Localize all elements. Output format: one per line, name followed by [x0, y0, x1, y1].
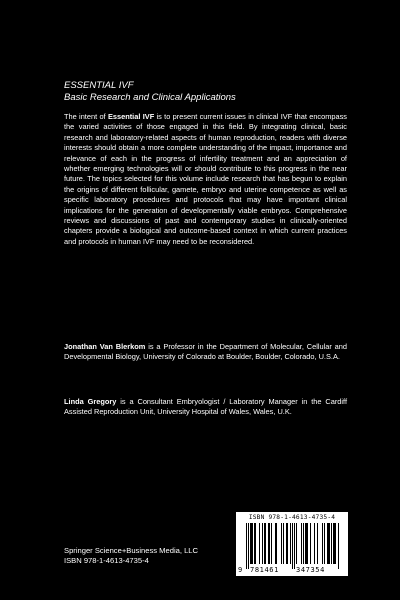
barcode-bar [252, 523, 253, 564]
barcode-bar [250, 523, 251, 564]
barcode-bar [259, 523, 260, 564]
barcode-bar [271, 523, 272, 564]
barcode-bar [322, 523, 323, 564]
intro-bold-term: Essential IVF [107, 112, 155, 121]
barcode-bar [269, 523, 270, 564]
barcode-bar [333, 523, 334, 564]
barcode-box [236, 512, 348, 576]
barcode-bar [283, 523, 284, 564]
barcode-bar [255, 523, 256, 564]
author-name: Linda Gregory [64, 397, 117, 406]
barcode-bar [248, 523, 249, 569]
barcode-isbn-label: ISBN 978-1-4613-4735-4 [248, 514, 336, 521]
intro-paragraph [64, 112, 347, 247]
barcode-bar [317, 523, 318, 564]
book-title: ESSENTIAL IVF [64, 80, 134, 91]
barcode-bars [244, 523, 340, 569]
barcode-bar [251, 523, 252, 564]
barcode-bar [296, 523, 297, 564]
barcode-bar [268, 523, 269, 564]
barcode-bar [338, 523, 339, 569]
barcode-bar [324, 523, 325, 564]
barcode-bar [314, 523, 315, 564]
publisher-name: Springer Science+Business Media, LLC [64, 546, 199, 555]
barcode-left-group: 781461 [250, 566, 279, 574]
publisher-block [64, 546, 198, 566]
barcode-bar [275, 523, 276, 564]
intro-body: is to present current issues in clinical IVF that encompass the varied activities of those engaged in this field. By integrating clinical, basic research and laboratory-related aspects of human reproduction, readers with diverse interests should obtain a more complete understanding of the impact, importance and relevance of each in the progress of infertility treatment and an appreciation of whether emerging technologies will or should contribute to this progress in the near future. The topics selected for this volume include research that has begun to explain the origins of different follicular, gamete, embryo and uterine competence as well as specific laboratory procedures and protocols that may have important clinical implications for the generation of developmentally viable embryos. Comprehensive reviews and discussions of past and contemporary studies in clinically-oriented chapters provide a biological and outcome-based context in which current practices and protocols in human IVF may need to be reconsidered. [64, 112, 348, 246]
barcode-bar [307, 523, 308, 564]
publisher-isbn: ISBN 978-1-4613-4735-4 [64, 556, 149, 565]
barcode-right-group: 347354 [296, 566, 325, 574]
book-title-block [64, 80, 364, 104]
author-description: is a Consultant Embryologist / Laboratory Manager in the Cardiff Assisted Reproduction Unit, University Hospital of Wales, Wales, U.K. [64, 397, 348, 417]
barcode-bar [305, 523, 306, 564]
author-name: Jonathan Van Blerkom [64, 342, 146, 351]
barcode-bar [310, 523, 311, 564]
barcode-bar [331, 523, 332, 564]
barcode-bar [264, 523, 265, 564]
barcode-bar [303, 523, 304, 564]
author-bio-gregory [64, 397, 347, 418]
barcode-bar [286, 523, 287, 564]
barcode-first-digit: 9 [238, 566, 243, 574]
barcode-bar [328, 523, 329, 564]
intro-lead: The intent of [64, 112, 108, 121]
barcode-bar [246, 523, 247, 569]
barcode-bar [290, 523, 291, 564]
barcode-bar [287, 523, 288, 564]
barcode-bar [265, 523, 266, 564]
barcode-bar [276, 523, 277, 564]
barcode-bar [294, 523, 295, 569]
barcode-bar [301, 523, 302, 564]
barcode-bar [329, 523, 330, 564]
author-description: is a Professor in the Department of Molecular, Cellular and Developmental Biology, University of Colorado at Boulder, Boulder, Colorado, U.S.A. [64, 342, 347, 362]
barcode-bar [334, 523, 335, 564]
book-subtitle: Basic Research and Clinical Applications [64, 92, 236, 103]
barcode-bar [327, 523, 328, 564]
barcode-bar [254, 523, 255, 564]
barcode-bar [281, 523, 282, 564]
barcode-bar [335, 523, 336, 564]
author-bio-van-blerkom [64, 342, 347, 363]
barcode-bar [292, 523, 293, 569]
barcode-bar [262, 523, 263, 564]
barcode-bar [306, 523, 307, 564]
